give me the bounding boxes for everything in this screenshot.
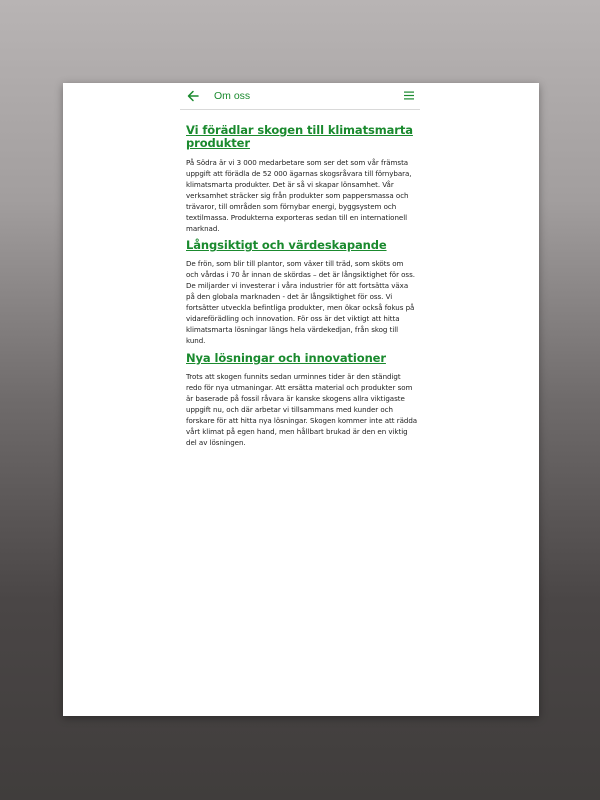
- section-heading[interactable]: Vi förädlar skogen till klimatsmarta produkter: [186, 123, 413, 150]
- section-body: De frön, som blir till plantor, som växer till träd, som sköts om och vårdas i 70 år innan de skördas – det är långsiktighet för oss. De miljarder vi investerar i våra industrier för att fortsätta växa på den globala marknaden - det är långsiktighet för oss. Vi fortsätter utveckla befintliga produkter, men ökar också fokus på vidareförädling och innovation. För oss är det viktigt att hitta klimatsmarta lösningar längs hela värdekedjan, från skog till kund.: [186, 259, 415, 345]
- section-body: På Södra är vi 3 000 medarbetare som ser det som vår främsta uppgift att förädla de 52 000 ägarnas skogsråvara till förnybara, klimatsmarta produkter. Det är så vi skapar lönsamhet. Vår verksamhet sträcker sig från produkter som pappersmassa och trävaror, till områden som förnybar energi, byggsystem och textilmassa. Produkterna exporteras sedan till en internationell marknad.: [186, 158, 412, 233]
- page-title: Om oss: [214, 90, 251, 102]
- hamburger-menu-icon[interactable]: [404, 91, 414, 100]
- section-heading[interactable]: Långsiktigt och värdeskapande: [186, 238, 387, 252]
- top-app-bar: [180, 83, 420, 110]
- article-content: [186, 124, 418, 448]
- arrow-left-icon[interactable]: [186, 89, 200, 103]
- section-body: Trots att skogen funnits sedan urminnes tider är den ständigt redo för nya utmaningar. Att ersätta material och produkter som är baserade på fossil råvara är kanske skogens allra viktigaste uppgift nu, och där arbetar vi tillsammans med kunder och forskare för att hitta nya lösningar. Skogen kommer inte att rädda vårt klimat på egen hand, men hållbart brukad är den en viktig del av lösningen.: [186, 372, 418, 447]
- section-heading[interactable]: Nya lösningar och innovationer: [186, 351, 386, 365]
- page-sheet: [63, 83, 539, 716]
